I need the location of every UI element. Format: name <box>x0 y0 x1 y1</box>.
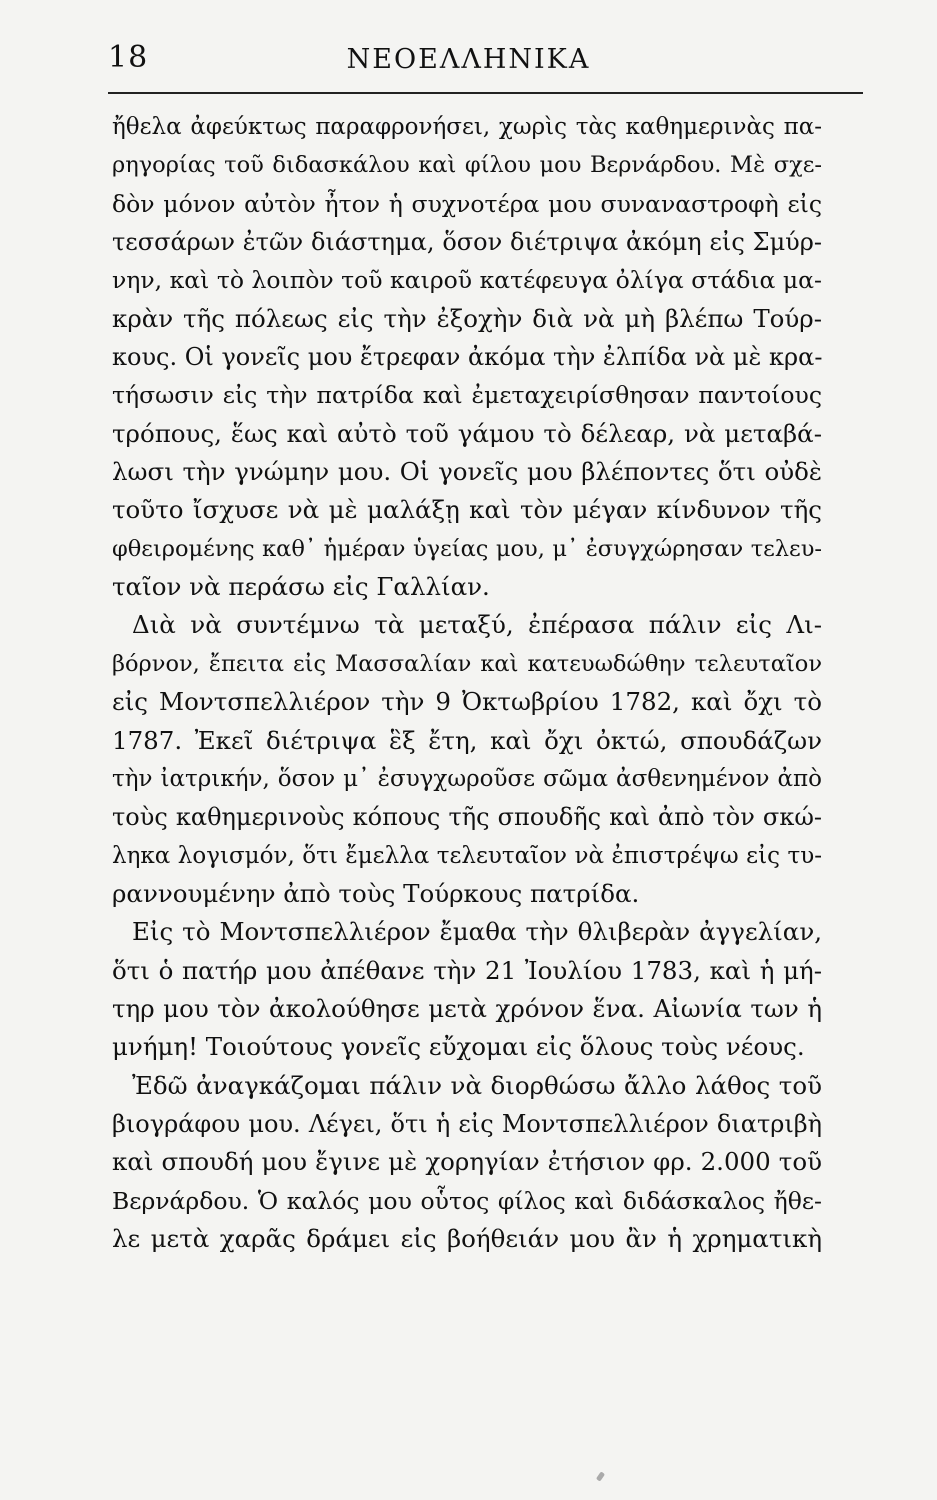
text-line: φθειρομένης καθ᾽ ἡμέραν ὑγείας μου, μ᾽ ἐσυγχώρησαν τελευ- <box>112 535 822 562</box>
text-line: βόρνον, ἔπειτα εἰς Μασσαλίαν καὶ κατευωδώθην τελευταῖον <box>112 650 822 677</box>
text-line: τοῦτο ἴσχυσε νὰ μὲ μαλάξῃ καὶ τὸν μέγαν κίνδυνον τῆς <box>112 495 822 525</box>
text-line: ληκα λογισμόν, ὅτι ἔμελλα τελευταῖον νὰ ἐπιστρέψω εἰς τυ- <box>112 842 822 869</box>
text-line: ἤθελα ἀφεύκτως παραφρονήσει, χωρὶς τὰς καθημερινὰς πα- <box>112 114 822 140</box>
text-line: δὸν μόνον αὐτὸν ἦτον ἡ συχνοτέρα μου συναναστροφὴ εἰς <box>112 189 822 218</box>
text-line: καὶ σπουδή μου ἔγινε μὲ χορηγίαν ἐτήσιον φρ. 2.000 τοῦ <box>112 1147 822 1177</box>
text-line: βιογράφου μου. Λέγει, ὅτι ἡ εἰς Μοντσπελλιέρον διατριβὴ <box>112 1109 822 1138</box>
text-line: κρὰν τῆς πόλεως εἰς τὴν ἐξοχὴν διὰ νὰ μὴ βλέπω Τούρ- <box>112 303 822 333</box>
text-line: τρόπους, ἕως καὶ αὐτὸ τοῦ γάμου τὸ δέλεαρ, νὰ μεταβά- <box>112 418 822 448</box>
text-line: ρηγορίας τοῦ διδασκάλου καὶ φίλου μου Βερνάρδου. Μὲ σχε- <box>112 152 822 179</box>
header-rule <box>108 92 863 94</box>
text-line: Βερνάρδου. Ὁ καλός μου οὗτος φίλος καὶ διδάσκαλος ἤθε- <box>112 1186 822 1215</box>
text-line: ὅτι ὁ πατήρ μου ἀπέθανε τὴν 21 Ἰουλίου 1783, καὶ ἡ μή- <box>112 955 822 985</box>
text-line: ταῖον νὰ περάσω εἰς Γαλλίαν. <box>112 572 490 602</box>
text-line: τήσωσιν εἰς τὴν πατρίδα καὶ ἐμεταχειρίσθησαν παντοίους <box>112 381 822 410</box>
text-line: νην, καὶ τὸ λοιπὸν τοῦ καιροῦ κατέφευγα ὀλίγα στάδια μα- <box>112 266 822 295</box>
text-line: 1787. Ἐκεῖ διέτριψα ἓξ ἔτη, καὶ ὄχι ὀκτώ, σπουδάζων <box>112 725 822 755</box>
text-line: τοὺς καθημερινοὺς κόπους τῆς σπουδῆς καὶ ἀπὸ τὸν σκώ- <box>112 803 822 832</box>
text-line: μνήμη! Τοιούτους γονεῖς εὔχομαι εἰς ὅλους τοὺς νέους. <box>112 1032 805 1062</box>
text-line: λε μετὰ χαρᾶς δράμει εἰς βοήθειάν μου ἂν ἡ χρηματικὴ <box>112 1223 822 1253</box>
text-line: ραννουμένην ἀπὸ τοὺς Τούρκους πατρίδα. <box>112 878 640 908</box>
body-text <box>112 108 822 1258</box>
text-line: Διὰ νὰ συντέμνω τὰ μεταξύ, ἐπέρασα πάλιν εἰς Λι- <box>132 610 822 640</box>
text-line: τὴν ἰατρικήν, ὅσον μ᾽ ἐσυγχωροῦσε σῶμα ἀσθενημένον ἀπὸ <box>112 765 822 792</box>
text-line: Ἐδῶ ἀναγκάζομαι πάλιν νὰ διορθώσω ἄλλο λάθος τοῦ <box>132 1070 822 1100</box>
page-number: 18 <box>108 40 149 75</box>
paper-speck <box>596 1471 605 1481</box>
text-line: λωσι τὴν γνώμην μου. Οἱ γονεῖς μου βλέποντες ὅτι οὐδὲ <box>112 457 822 487</box>
text-line: κους. Οἱ γονεῖς μου ἔτρεφαν ἀκόμα τὴν ἐλπίδα νὰ μὲ κρα- <box>112 343 822 372</box>
running-title: ΝΕΟΕΛΛΗΝΙΚΑ <box>346 44 591 75</box>
text-line: Εἰς τὸ Μοντσπελλιέρον ἔμαθα τὴν θλιβερὰν ἀγγελίαν, <box>132 917 822 947</box>
text-line: τεσσάρων ἐτῶν διάστημα, ὅσον διέτριψα ἀκόμη εἰς Σμύρ- <box>112 228 822 257</box>
text-line: εἰς Μοντσπελλιέρον τὴν 9 Ὀκτωβρίου 1782, καὶ ὄχι τὸ <box>112 687 822 717</box>
text-line: τηρ μου τὸν ἀκολούθησε μετὰ χρόνον ἕνα. Αἰωνία των ἡ <box>112 993 822 1023</box>
